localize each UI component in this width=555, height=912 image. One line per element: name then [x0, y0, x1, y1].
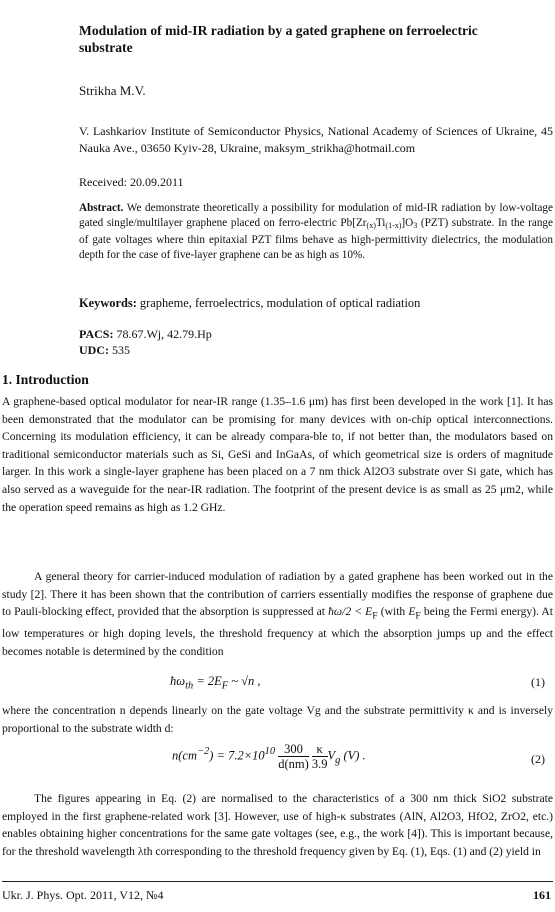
- page-number: 161: [533, 888, 551, 902]
- journal-reference: Ukr. J. Phys. Opt. 2011, V12, №4: [2, 888, 164, 902]
- eq2-lhs-sup: −2: [197, 746, 210, 758]
- equation-2-number: (2): [531, 752, 545, 766]
- footer-rule: [2, 881, 553, 882]
- abstract-text-3: ]O: [401, 216, 414, 229]
- paragraph-1: A graphene-based optical modulator for near-IR range (1.35–1.6 μm) has first been developed in the work [1]. It has been demonstrated that the modulator can be promising for many devices with on-chip optical interconnections. Concerning its modulation efficiency, it can be already compara-ble to, if not better than, the modulators based on traditional semiconductor materials such as Si, GeSi and InGaAs, of which geometrical size is orders of magnitude larger. In this work a single-layer graphene has been placed on a 7 nm thick Al2O3 substrate over Si gate, which has also served as a waveguide for the near-IR radiation. The footprint of the present device is as small as 25 μm2, while the operation speed remains as high as 1.2 GHz.: [2, 395, 553, 514]
- eq1-rhs: = 2E: [193, 674, 222, 688]
- paragraph-2-text-b: (with: [377, 605, 409, 619]
- keywords: [79, 296, 420, 311]
- fermi-sub: F: [415, 610, 421, 622]
- paragraph-3: The figures appearing in Eq. (2) are normalised to the characteristics of a 300 nm thick SiO2 substrate employed in the first graphene-related work [3]. However, use of high-κ substrates (AlN, Al2O3, HfO2, ZrO2, etc.) enables obtaining higher concentrations for the same gate voltages (see, e.g., the work [4]). This is important because, for the threshold wavelength λth corresponding to the threshold frequency given by Eq. (1), Eqs. (1) and (2) yield in: [2, 792, 553, 858]
- eq2-unit: (V) .: [340, 748, 366, 763]
- eq2-fraction-2: [312, 742, 328, 771]
- eq2-lhs: n(cm: [172, 748, 197, 763]
- equation-1-number: (1): [531, 675, 545, 689]
- fermi-symbol: E: [408, 605, 416, 619]
- abstract-sub-1: (x): [366, 220, 376, 230]
- author-name: Strikha M.V.: [79, 83, 146, 98]
- eq2-tail: V: [327, 748, 336, 763]
- abstract-label: Abstract.: [79, 202, 124, 214]
- eq2-f2-den: 3.9: [311, 757, 328, 771]
- abstract-sub-2: (1-x): [385, 220, 402, 230]
- udc-label: UDC:: [79, 343, 109, 357]
- abstract-sub-3: 3: [413, 220, 418, 230]
- equation-2: [172, 742, 366, 771]
- abstract-text-2: Ti: [375, 216, 386, 229]
- continuation-1: where the concentration n depends linearly on the gate voltage Vg and the substrate permittivity κ and is inversely proportional to the substrate width d:: [2, 704, 553, 735]
- abstract: [79, 201, 553, 262]
- abstract-text-1: We demonstrate theoretically a possibility for modulation of mid-IR radiation by low-voltage gated single/multilayer graphene placed on ferro-electric Pb[Zr: [79, 202, 553, 229]
- paragraph-2-text-a: A general theory for carrier-induced modulation of radiation by a gated graphene has been worked out in the study [2]. There it has been shown that the contribution of carriers essentially modifies the response of graphene due to Pauli-blocking effect, provided that the absorption is suppressed at: [2, 570, 553, 619]
- pacs-value: 78.67.Wj, 42.79.Hp: [113, 327, 212, 341]
- eq2-f2-num: κ: [312, 742, 328, 757]
- keywords-label: Keywords:: [79, 296, 137, 310]
- eq1-tail: ~ √n ,: [228, 674, 261, 688]
- section-heading: 1. Introduction: [2, 372, 89, 387]
- pacs-line: [79, 326, 212, 342]
- eq2-fraction-1: [278, 742, 309, 771]
- paragraph-2-text-c: being the Fermi energy). At low temperatures or high doping levels, the threshold frequency at which the absorption jumps up and the effect becomes notable is determined by the condition: [2, 605, 553, 658]
- eq2-f1-num: 300: [278, 742, 309, 757]
- eq2-lhs-close: ) = 7.2×10: [209, 748, 265, 763]
- equation-1: [170, 674, 261, 692]
- received-date: Received: 20.09.2011: [79, 175, 184, 189]
- eq1-lhs-sub: th: [185, 680, 194, 692]
- condition-sub: F: [372, 610, 378, 622]
- eq2-tail-sub: g: [335, 754, 341, 766]
- paragraph-2: [2, 568, 553, 660]
- udc-value: 535: [109, 343, 130, 357]
- abstract-text-4: (PZT) substrate. In the range of gate voltages where thin epitaxial PZT films behave as high-permittivity dielectrics, the modulation depth for the case of five-layer graphene can be as high as 10%.: [79, 216, 553, 261]
- classification-codes: [79, 326, 212, 358]
- pacs-label: PACS:: [79, 327, 114, 341]
- eq2-f1-den: d(nm): [278, 757, 309, 771]
- paper-title: Modulation of mid-IR radiation by a gated graphene on ferroelectric substrate: [79, 23, 478, 55]
- eq1-lhs: ħω: [170, 674, 186, 688]
- condition-expr: ħω/2 < E: [328, 605, 373, 619]
- udc-line: [79, 342, 212, 358]
- keywords-text: grapheme, ferroelectrics, modulation of optical radiation: [136, 296, 421, 310]
- affiliation: V. Lashkariov Institute of Semiconductor Physics, National Academy of Sciences of Ukraine, 45 Nauka Ave., 03650 Kyiv-28, Ukraine, maksym_strikha@hotmail.com: [79, 124, 553, 155]
- eq1-rhs-sub: F: [221, 680, 229, 692]
- eq2-exp: 10: [264, 746, 276, 758]
